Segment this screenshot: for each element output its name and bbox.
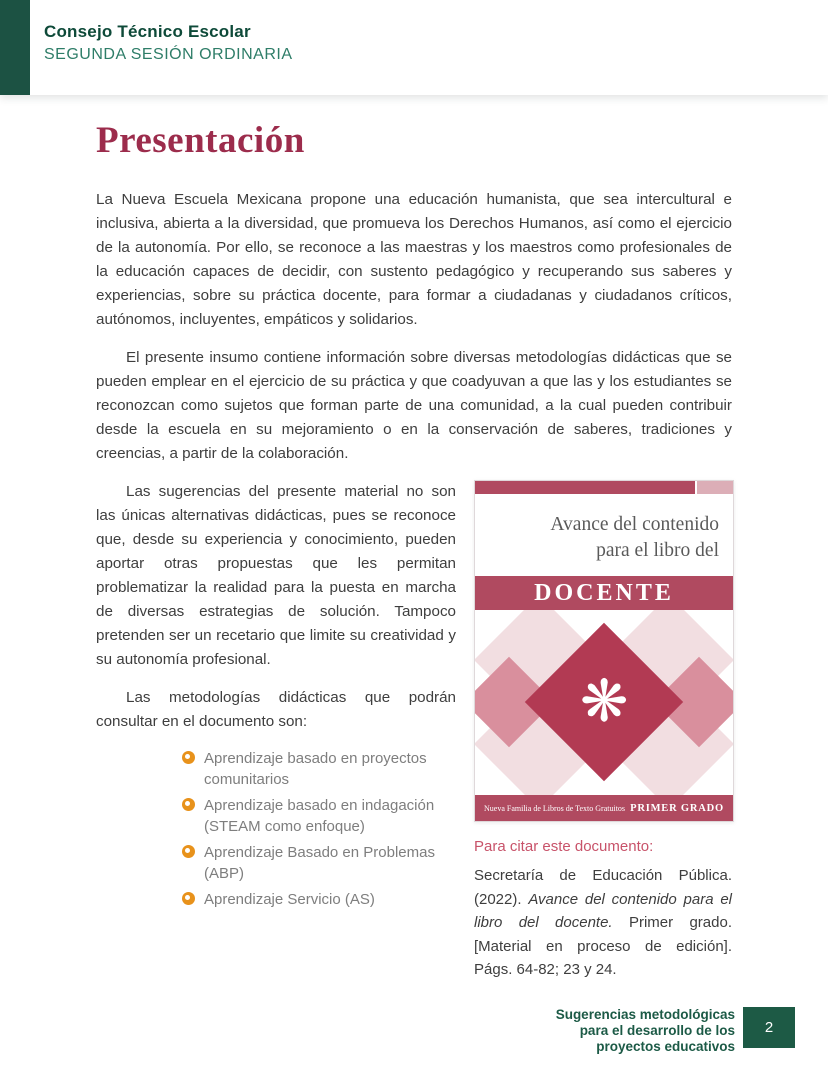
citation-block <box>474 838 732 982</box>
citation-part1: Secretaría de Educación Pública. (2022). <box>474 867 732 908</box>
header-subtitle: SEGUNDA SESIÓN ORDINARIA <box>44 46 293 63</box>
left-column <box>96 480 456 982</box>
header-text-block <box>44 22 293 64</box>
bullet-icon <box>182 798 195 811</box>
citation-italic-title: Avance del contenido para el libro del docente. <box>474 890 733 931</box>
paragraph-metodologias: Las metodologías didácticas que podrán consultar en el documento son: <box>96 689 456 730</box>
cover-top-bar <box>475 481 733 494</box>
bullet-icon <box>182 892 195 905</box>
methodologies-list <box>182 748 456 910</box>
cover-footer-bar <box>475 795 733 821</box>
citation-part2: Primer grado. [Material en proceso de edición]. Págs. 64-82; 23 y 24. <box>474 914 732 978</box>
cover-top-bar-accent <box>697 481 733 494</box>
list-item-indagacion <box>182 795 456 837</box>
list-item-label: Aprendizaje Servicio (AS) <box>204 891 375 908</box>
page-header <box>0 0 828 95</box>
two-column-section <box>96 480 732 982</box>
paragraph-insumo: El presente insumo contiene información sobre diversas metodologías didácticas que se pueden emplear en el ejercicio de su práctica y que coadyuvan a que las y los estudiantes se reconozcan como sujetos que forman parte de una comunidad, a la cual pueden contribuir desde la escuela en su mejoramiento o en la conservación de saberes, tradiciones y creencias, a partir de la colaboración. <box>96 349 732 462</box>
cover-footer-series: Nueva Familia de Libros de Texto Gratuitos <box>484 803 626 813</box>
list-item-label: Aprendizaje Basado en Problemas (ABP) <box>204 844 435 882</box>
page-number: 2 <box>743 1007 795 1048</box>
cover-footer-grade: PRIMER GRADO <box>630 802 724 814</box>
paragraph-intro: La Nueva Escuela Mexicana propone una educación humanista, que sea intercultural e inclusiva, abierta a la diversidad, que promueva los Derechos Humanos, así como el ejercicio de la autonomía. Por ello, se reconoce a las maestras y los maestros como profesionales de la educación capaces de decidir, con sustento pedagógico y recuperando sus saberes y experiencias, sobre su práctica docente, para formar a ciudadanas y ciudadanos críticos, autónomos, incluyentes, empáticos y solidarios. <box>96 191 732 328</box>
citation-label: Para citar este documento: <box>474 838 654 855</box>
cover-banner-docente: DOCENTE <box>475 576 733 610</box>
main-content <box>96 95 732 982</box>
paragraph-sugerencias: Las sugerencias del presente material no son las únicas alternativas didácticas, pues se reconoce que, desde su experiencia y conocimiento, pueden aportar otras propuestas que les permitan problematizar la realidad para la puesta en marcha de diversas estrategias de solución. Tampoco pretenden ser un recetario que limite su creatividad y su autonomía profesional. <box>96 483 456 668</box>
list-item-proyectos <box>182 748 456 790</box>
flower-icon: ❋ <box>579 668 629 734</box>
list-item-servicio <box>182 889 456 910</box>
footer-caption-line3: proyectos educativos <box>596 1039 735 1054</box>
bullet-icon <box>182 845 195 858</box>
header-title: Consejo Técnico Escolar <box>44 22 251 41</box>
cover-top-bar-main <box>475 481 695 494</box>
right-column <box>474 480 732 982</box>
list-item-abp <box>182 842 456 884</box>
book-cover <box>474 480 734 822</box>
bullet-icon <box>182 751 195 764</box>
cover-title-line1: Avance del contenido <box>550 514 719 535</box>
citation-text <box>474 864 732 982</box>
list-item-label: Aprendizaje basado en indagación (STEAM como enfoque) <box>204 797 435 835</box>
footer-caption-line2: para el desarrollo de los <box>579 1023 735 1038</box>
header-corner-bar <box>0 0 30 95</box>
cover-title <box>475 512 733 564</box>
cover-artwork <box>475 610 733 795</box>
footer-caption <box>556 1007 735 1055</box>
footer-caption-line1: Sugerencias metodológicas <box>555 1007 735 1022</box>
cover-title-line2: para el libro del <box>596 540 719 561</box>
list-item-label: Aprendizaje basado en proyectos comunitarios <box>204 750 427 788</box>
page-title: Presentación <box>96 120 305 161</box>
